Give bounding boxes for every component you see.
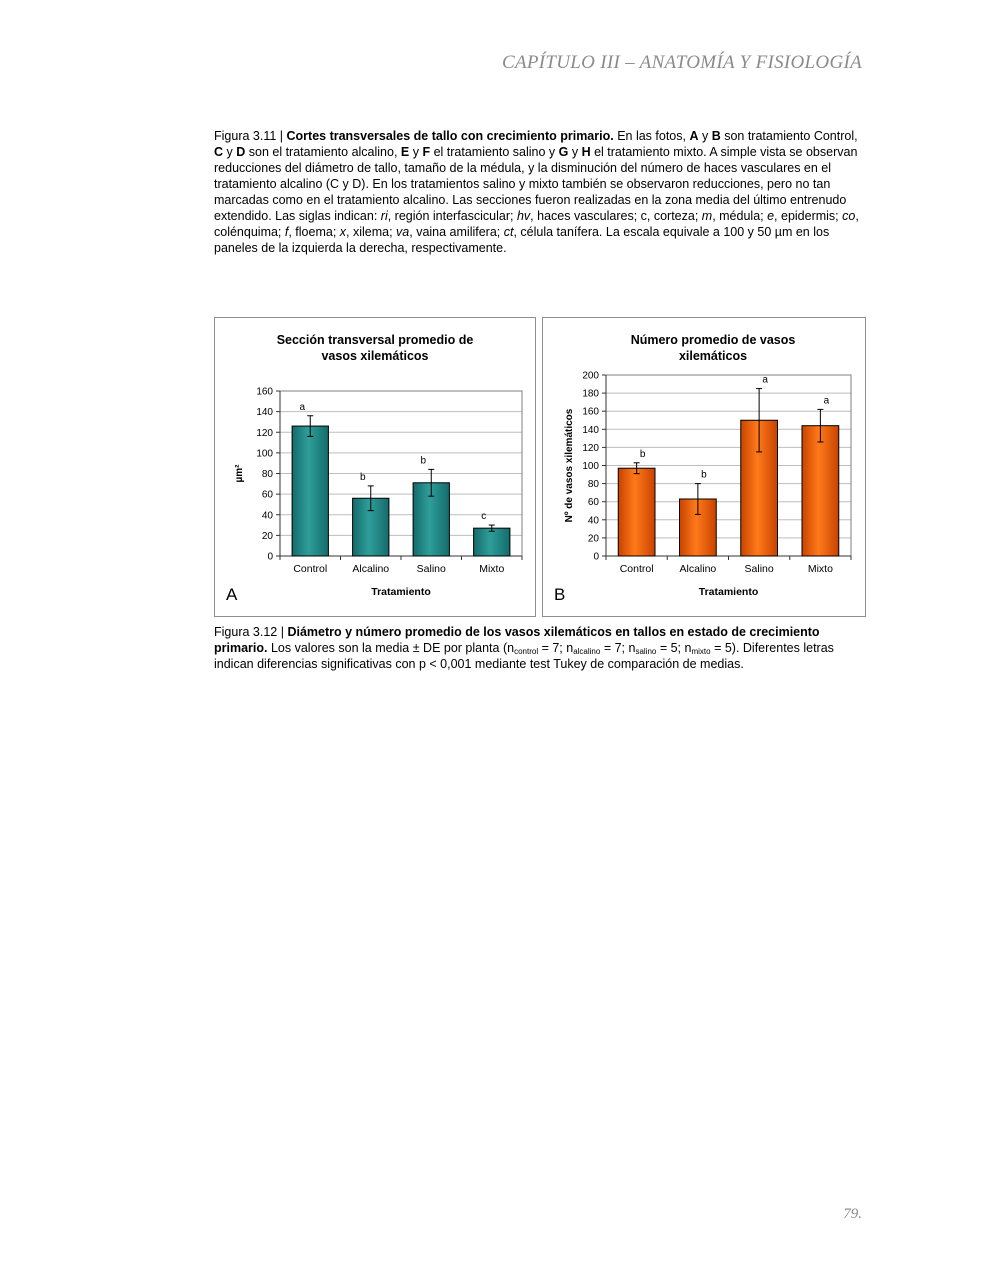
panel-letter: A [226,585,238,604]
x-tick-label: Control [619,563,654,575]
significance-letter: b [420,455,427,467]
y-tick-label: 200 [582,370,599,382]
bar-control [618,468,655,556]
caption-311-segment: D [236,145,246,159]
y-axis-label: µm² [234,464,245,483]
caption-312-segment: Los valores son la media ± DE por planta (n [267,641,515,655]
caption-311-segment: el tratamiento salino y [430,145,559,159]
y-axis-label: Nº de vasos xilemáticos [564,408,575,523]
y-tick-label: 40 [587,515,599,527]
chart-title: Número promedio de vasos [630,333,796,347]
caption-311-segment: son tratamiento Control, [720,129,858,143]
x-tick-label: Salino [744,563,774,575]
caption-311-segment: y [409,145,423,159]
y-tick-label: 160 [256,386,273,398]
caption-312-segment: salino [635,647,657,656]
y-tick-label: 140 [256,407,273,419]
panel-letter: B [554,585,566,604]
y-tick-label: 120 [582,442,599,454]
y-tick-label: 120 [256,427,273,439]
caption-311-segment: co [842,209,856,223]
caption-312-segment: = 7; n [538,641,574,655]
caption-311-segment: F [422,145,431,159]
y-tick-label: 100 [582,461,599,472]
caption-312-segment: control [514,647,539,656]
y-tick-label: 140 [582,424,599,436]
bar-mixto [474,528,510,556]
caption-311-segment: A [689,129,699,143]
figure-3-12-caption [214,624,866,672]
chart-title: vasos xilemáticos [321,349,429,363]
caption-311-segment: va [396,225,410,239]
caption-311-segment: , floema; [288,225,340,239]
chart-title: Sección transversal promedio de [276,333,474,347]
y-tick-label: 20 [261,530,273,542]
caption-311-segment: ri [380,209,388,223]
significance-letter: a [299,401,306,413]
caption-311-segment: y [568,145,582,159]
caption-311-segment: el tratamiento mixto. A simple vista se observan reducciones del diámetro de tallo, tamaño de la médula, y la disminución del número de haces vasculares en el tratamiento alcalino (C y D). En los tratamientos salino y mixto también se observaron reducciones, pero no tan marcadas como en el tratamiento alcalino. Las secciones fueron realizadas en la zona media del último entrenudo extendido. Las siglas indican: [214,145,858,223]
x-axis-label: Tratamiento [698,586,759,598]
caption-311-segment: G [558,145,569,159]
caption-311-segment: , región interfascicular; [387,209,517,223]
caption-311-segment: , xilema; [346,225,397,239]
significance-letter: b [359,471,366,483]
page-number: 79. [843,1206,862,1222]
caption-311-segment: H [581,145,591,159]
caption-312-segment: = 5; n [656,641,692,655]
significance-letter: a [823,395,830,407]
x-tick-label: Mixto [479,563,505,575]
y-tick-label: 40 [261,510,273,522]
significance-letter: c [481,511,487,523]
caption-311-segment: E [400,145,410,159]
caption-311-segment: Cortes transversales de tallo con crecimiento primario. [286,129,614,143]
caption-312-segment: Diámetro y número promedio de los vasos xilemáticos en tallos en estado de crecimiento primario. [214,625,820,655]
significance-letter: b [639,448,646,460]
caption-311-segment: y [223,145,237,159]
y-tick-label: 60 [587,497,599,509]
y-tick-label: 0 [593,551,599,563]
significance-letter: b [701,469,707,481]
y-tick-label: 20 [587,533,599,545]
y-tick-label: 80 [587,479,599,491]
x-tick-label: Alcalino [679,563,717,575]
caption-311-segment: , vaina amilifera; [409,225,504,239]
chapter-header: CAPÍTULO III – ANATOMÍA Y FISIOLOGÍA [501,52,862,73]
caption-311-segment: C [214,145,224,159]
caption-312-segment: Figura 3.12 | [214,625,288,639]
caption-311-segment: e [767,209,775,223]
caption-311-segment: Figura 3.11 | [214,129,287,143]
caption-311-segment: m [701,209,713,223]
significance-letter: a [762,374,768,386]
caption-312-segment: = 7; n [600,641,636,655]
caption-311-segment: y [698,129,712,143]
caption-311-segment: , médula; [712,209,768,223]
caption-311-segment: son el tratamiento alcalino, [245,145,401,159]
chart-title: xilemáticos [678,349,748,363]
bar-chart-b [543,318,867,618]
chart-panel-b [542,317,866,617]
caption-311-segment: En las fotos, [613,129,690,143]
y-tick-label: 80 [261,469,273,480]
y-tick-label: 60 [261,489,273,501]
y-tick-label: 160 [582,406,599,418]
caption-311-segment: B [711,129,721,143]
bar-mixto [802,426,839,556]
caption-311-segment: , colénquima; [214,209,859,239]
bar-chart-a [215,318,537,618]
caption-311-segment: f [284,225,289,239]
chart-panel-a [214,317,536,617]
caption-311-segment: , célula tanífera. La escala equivale a 100 y 50 µm en los paneles de la izquierda la derecha, respectivamente. [214,225,830,255]
x-tick-label: Mixto [807,563,833,575]
caption-311-segment: ct [503,225,514,239]
y-tick-label: 0 [267,551,273,563]
y-tick-label: 100 [256,448,273,460]
y-tick-label: 180 [582,388,599,400]
caption-312-segment: = 5). Diferentes letras indican diferencias significativas con p < 0,001 mediante test Tukey de comparación de medias. [214,641,834,671]
caption-311-segment: x [339,225,347,239]
x-tick-label: Salino [416,563,446,575]
x-tick-label: Alcalino [352,563,390,575]
bar-control [292,426,328,556]
x-tick-label: Control [293,563,328,575]
caption-312-segment: alcalino [573,647,601,656]
figure-3-11-caption [214,128,866,256]
x-axis-label: Tratamiento [371,586,431,598]
caption-311-segment: , haces vasculares; c, corteza; [530,209,702,223]
caption-311-segment: hv [516,209,531,223]
caption-311-segment: , epidermis; [774,209,843,223]
caption-312-segment: mixto [691,647,711,656]
